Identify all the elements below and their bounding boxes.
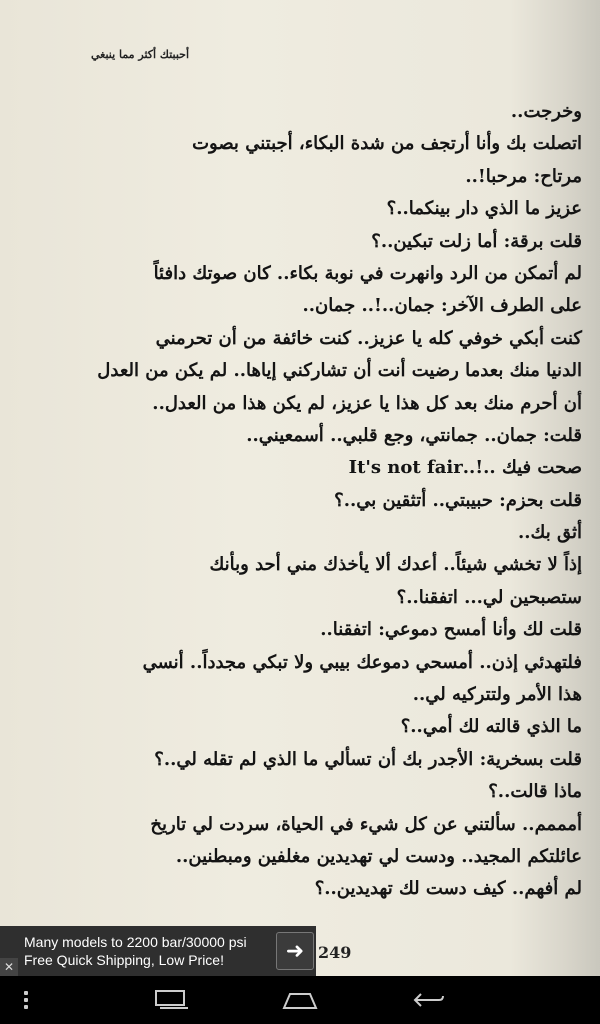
close-icon[interactable]: ✕: [0, 958, 18, 976]
text-line: اتصلت بك وأنا أرتجف من شدة البكاء، أجبتني بصوت: [192, 133, 582, 155]
text-line: قلت: جمان.. جمانتي، وجع قلبي.. أسمعيني..: [246, 424, 582, 446]
text-line: أمممم.. سألتني عن كل شيء في الحياة، سردت لي تاريخ: [150, 813, 582, 835]
text-line: أن أحرم منك بعد كل هذا يا عزيز، لم يكن هذا من العدل..: [152, 392, 582, 414]
text-line: وخرجت..: [510, 101, 582, 122]
text-line: كنت أبكي خوفي كله يا عزيز.. كنت خائفة من أن تحرمني: [155, 327, 582, 349]
text-line: عائلتكم المجيد.. ودست لي تهديدين مغلفين ومبطنين..: [175, 845, 582, 867]
book-body-text: [82, 96, 582, 906]
overflow-menu-icon[interactable]: [14, 976, 38, 1024]
text-line: ستصبحين لي... اتفقنا..؟: [396, 586, 582, 608]
system-navigation-bar: [0, 976, 600, 1024]
text-line: مرتاح: مرحبا!..: [465, 165, 582, 187]
ad-headline[interactable]: Many models to 2200 bar/30000 psi: [24, 934, 247, 950]
text-line: الدنيا منك بعدما رضيت أنت أن تشاركني إياها.. لم يكن من العدل: [97, 360, 582, 382]
home-icon[interactable]: [278, 976, 322, 1024]
text-line: هذا الأمر ولتتركيه لي..: [412, 684, 582, 706]
text-line: إذاً لا تخشي شيئاً.. أعدك ألا يأخذك مني أحد وبأنك: [209, 554, 582, 576]
text-line: ما الذي قالته لك أمي..؟: [400, 716, 582, 738]
text-line: أثق بك..: [517, 522, 582, 544]
text-line: عزيز ما الذي دار بينكما..؟: [386, 198, 582, 220]
text-line: قلت برقة: أما زلت تبكين..؟: [371, 230, 582, 252]
text-line: لم أتمكن من الرد وانهرت في نوبة بكاء.. كان صوتك دافئاً: [153, 262, 582, 284]
ad-subline[interactable]: Free Quick Shipping, Low Price!: [24, 952, 224, 968]
recent-apps-icon[interactable]: [150, 976, 194, 1024]
ad-banner[interactable]: [0, 926, 316, 976]
text-line: صحت فيك ..!..It's not fair: [348, 457, 582, 479]
text-line: قلت لك وأنا أمسح دموعي: اتفقنا..: [320, 619, 582, 641]
text-line: لم أفهم.. كيف دست لك تهديدين..؟: [314, 878, 582, 900]
page-number: 249: [318, 943, 352, 962]
arrow-right-icon[interactable]: ➜: [276, 932, 314, 970]
back-icon[interactable]: [406, 976, 450, 1024]
text-line: قلت بحزم: حبيبتي.. أتثقين بي..؟: [334, 489, 582, 511]
text-line: على الطرف الآخر: جمان..!.. جمان..: [302, 295, 582, 317]
text-line: قلت بسخرية: الأجدر بك أن تسألي ما الذي لم تقله لي..؟: [154, 748, 582, 770]
text-line: ماذا قالت..؟: [488, 781, 582, 803]
text-line: فلتهدئي إذن.. أمسحي دموعك بيبي ولا تبكي مجدداً.. أنسي: [142, 651, 582, 673]
running-title: أحببتك أكثر مما ينبغي: [90, 48, 190, 61]
